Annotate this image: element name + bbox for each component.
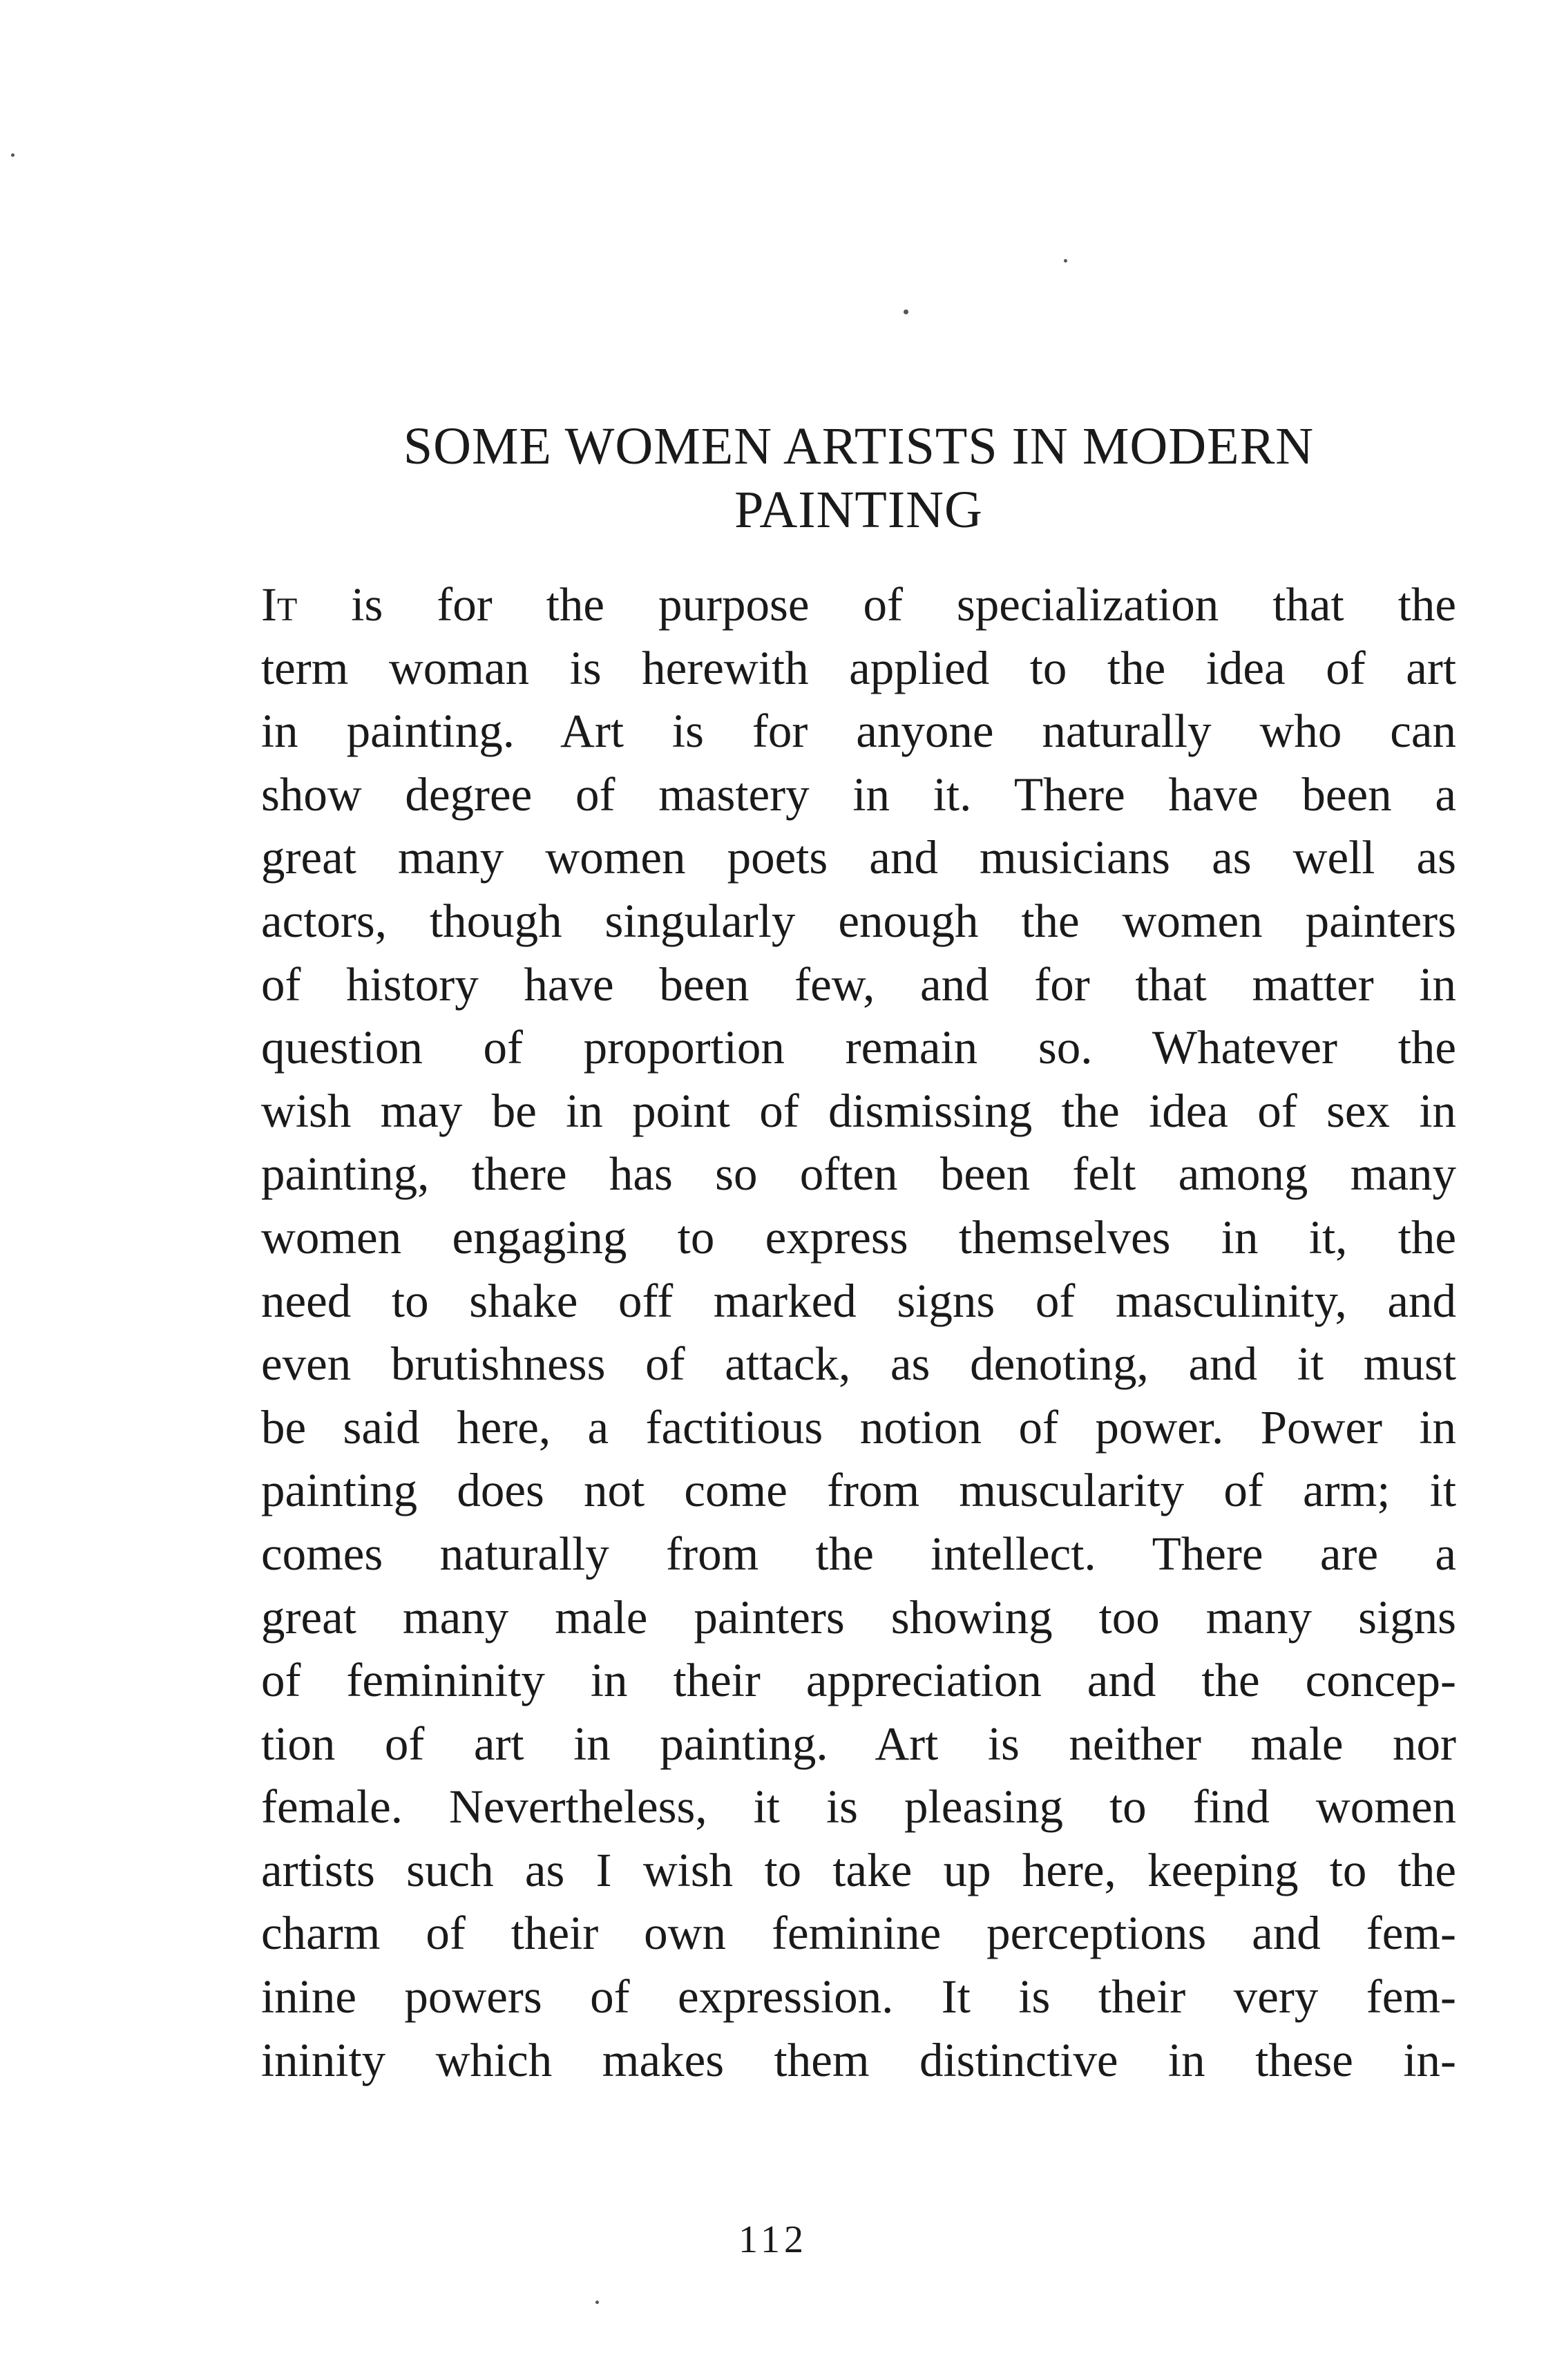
text-line: wish may be in point of dismissing the idea of sex in [261, 1084, 1456, 1137]
text-line: show degree of mastery in it. There have been a [261, 768, 1456, 821]
text-line: comes naturally from the intellect. There are a [261, 1527, 1456, 1580]
text-line: need to shake off marked signs of masculinity, and [261, 1274, 1456, 1327]
text-line: painting does not come from muscularity of arm; it [261, 1464, 1456, 1517]
chapter-title [263, 415, 1455, 542]
text-line: even brutishness of attack, as denoting, and it must [261, 1337, 1456, 1391]
chapter-title-line-1: SOME WOMEN ARTISTS IN MODERN [403, 417, 1315, 475]
text-line: actors, though singularly enough the women painters [261, 894, 1456, 947]
text-line: in painting. Art is for anyone naturally who can [261, 705, 1456, 758]
scan-speck [904, 310, 908, 314]
text-line: It is for the purpose of specialization that the [261, 578, 1456, 631]
text-line: of history have been few, and for that matter in [261, 958, 1456, 1011]
page-number: 112 [738, 2218, 808, 2261]
chapter-title-line-2: PAINTING [734, 481, 983, 539]
text-line: great many women poets and musicians as well as [261, 831, 1456, 884]
text-line: term woman is herewith applied to the idea of art [261, 641, 1456, 694]
text-line: artists such as I wish to take up here, keeping to the [261, 1843, 1456, 1896]
text-line: tion of art in painting. Art is neither male nor [261, 1717, 1456, 1770]
scan-speck [11, 153, 15, 157]
text-line: inine powers of expression. It is their very fem- [261, 1970, 1456, 2024]
text-line: great many male painters showing too many signs [261, 1590, 1456, 1644]
scan-speck [1064, 259, 1067, 263]
scan-speck [595, 2301, 599, 2304]
text-line: question of proportion remain so. Whatever the [261, 1021, 1456, 1074]
body-paragraph [261, 573, 1456, 2092]
text-line: of femininity in their appreciation and the concep- [261, 1654, 1456, 1707]
text-line: painting, there has so often been felt among many [261, 1148, 1456, 1201]
text-line: female. Nevertheless, it is pleasing to find women [261, 1780, 1456, 1834]
text-line: be said here, a factitious notion of power. Power in [261, 1400, 1456, 1454]
text-line: women engaging to express themselves in it, the [261, 1210, 1456, 1264]
text-line: ininity which makes them distinctive in these in- [261, 2033, 1456, 2086]
text-line: charm of their own feminine perceptions and fem- [261, 1907, 1456, 1960]
